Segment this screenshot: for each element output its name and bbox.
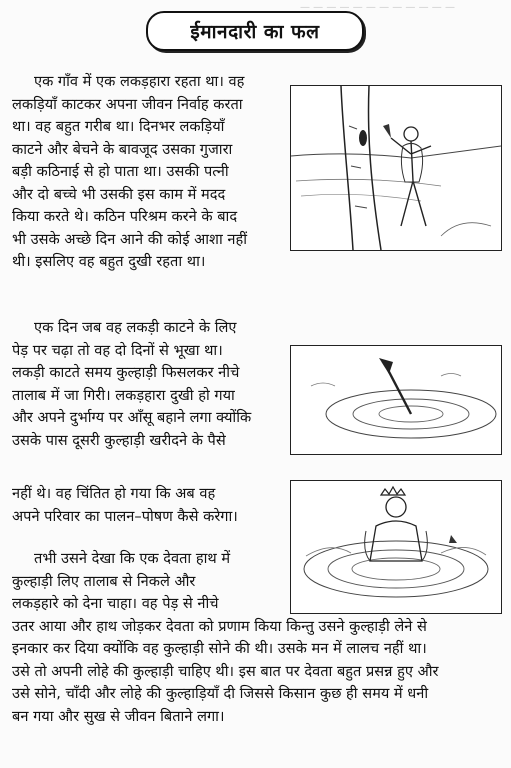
text-line: इनकार कर दिया क्योंकि वह कुल्हाड़ी सोने की थी। उसके मन में लालच नहीं था। <box>12 640 427 657</box>
text-line: था। वह बहुत गरीब था। दिनभर लकड़ियाँ <box>12 118 225 135</box>
text-line: उसे सोने, चाँदी और लोहे की कुल्हाड़ियाँ दी जिससे किसान कुछ ही समय में धनी <box>12 685 429 702</box>
story-title-box <box>146 11 364 51</box>
text-line: काटने और बेचने के बावजूद उसका गुजारा <box>12 140 233 158</box>
paragraph-2 <box>12 317 251 452</box>
text-line: उसके पास दूसरी कुल्हाड़ी खरीदने के पैसे <box>12 431 226 449</box>
text-line: लकड़हारे को देना चाहा। वह पेड़ से नीचे <box>12 595 219 612</box>
text-line: एक गाँव में एक लकड़हारा रहता था। वह <box>34 73 245 90</box>
text-line: नहीं थे। वह चिंतित हो गया कि अब वह <box>12 485 216 502</box>
text-line: थी। इसलिए वह बहुत दुखी रहता था। <box>12 253 206 270</box>
axe-in-water-drawing <box>291 346 501 454</box>
paragraph-1 <box>12 71 247 274</box>
text-line: बड़ी कठिनाई से हो पाता था। उसकी पत्नी <box>12 163 229 180</box>
text-line: और अपने दुर्भाग्य पर आँसू बहाने लगा क्योंकि <box>12 409 252 426</box>
axe-in-water-illustration <box>290 345 502 455</box>
text-line: लकड़ियाँ काटकर अपना जीवन निर्वाह करता <box>12 95 243 113</box>
paragraph-3 <box>12 483 238 528</box>
woodcutter-drawing <box>291 86 501 250</box>
bleed-through-text: — — — — — — — — — — — — <box>300 2 455 13</box>
text-line: एक दिन जब वह लकड़ी काटने के लिए <box>34 319 237 336</box>
text-line: कुल्हाड़ी लिए तालाब से निकले और <box>12 572 196 590</box>
text-line: तालाब में जा गिरी। लकड़हारा दुखी हो गया <box>12 386 235 404</box>
paragraph-4 <box>12 548 438 728</box>
text-line: और दो बच्चे भी उसकी इस काम में मदद <box>12 185 226 203</box>
text-line: किया करते थे। कठिन परिश्रम करने के बाद <box>12 208 238 225</box>
text-line: लकड़ी काटते समय कुल्हाड़ी फिसलकर नीचे <box>12 364 240 381</box>
text-line: पेड़ पर चढ़ा तो वह दो दिनों से भूखा था। <box>12 341 223 359</box>
story-title: ईमानदारी का फल <box>190 21 320 43</box>
text-line: तभी उसने देखा कि एक देवता हाथ में <box>34 550 231 567</box>
text-line: उतर आया और हाथ जोड़कर देवता को प्रणाम किया किन्तु उसने कुल्हाड़ी लेने से <box>12 617 427 635</box>
text-line: अपने परिवार का पालन–पोषण कैसे करेगा। <box>12 507 238 525</box>
woodcutter-illustration <box>290 85 502 251</box>
text-line: बन गया और सुख से जीवन बिताने लगा। <box>12 707 225 725</box>
text-line: भी उसके अच्छे दिन आने की कोई आशा नहीं <box>12 230 248 248</box>
text-line: उसे तो अपनी लोहे की कुल्हाड़ी चाहिए थी। इस बात पर देवता बहुत प्रसन्न हुए और <box>12 662 439 680</box>
